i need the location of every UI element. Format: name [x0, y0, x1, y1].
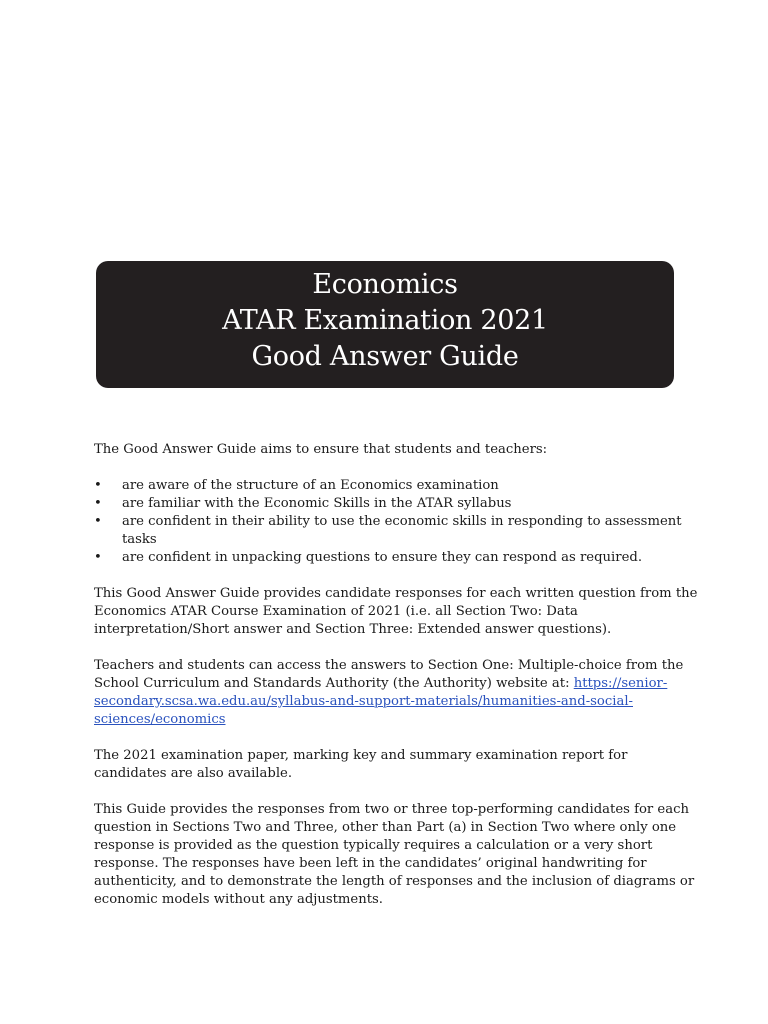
availability-paragraph: The 2021 examination paper, marking key and summary examination report for candidates are also available.	[94, 748, 628, 781]
bullet-icon: •	[94, 514, 102, 529]
title-guide: Good Answer Guide	[251, 341, 519, 372]
title-exam: ATAR Examination 2021	[222, 305, 548, 336]
access-paragraph	[94, 657, 704, 729]
list-item: • are confident in unpacking questions to ensure they can respond as required.	[94, 550, 643, 565]
bullet-icon: •	[94, 496, 102, 511]
aims-list	[94, 477, 704, 567]
intro-paragraph: The Good Answer Guide aims to ensure that students and teachers:	[94, 442, 548, 457]
list-item: • are aware of the structure of an Economics examination	[94, 478, 499, 493]
bullet-icon: •	[94, 478, 102, 493]
guide-description-paragraph: This Guide provides the responses from two or three top-performing candidates for each question in Sections Two and Three, other than Part (a) in Section Two where only one response is provided as the question typically requires a calculation or a very short response. The responses have been left in the candidates’ original handwriting for authenticity, and to demonstrate the length of responses and the inclusion of diagrams or economic models without any adjustments.	[94, 802, 695, 907]
title-subject: Economics	[312, 269, 458, 300]
scsa-website-link[interactable]: https://senior-secondary.scsa.wa.edu.au/syllabus-and-support-materials/humanities-and-social-sciences/economics	[94, 676, 668, 727]
access-text: Teachers and students can access the answers to Section One: Multiple-choice from the School Curriculum and Standards Authority (the Authority) website at:	[94, 658, 684, 691]
responses-paragraph: This Good Answer Guide provides candidate responses for each written question from the Economics ATAR Course Examination of 2021 (i.e. all Section Two: Data interpretation/Short answer and Section Three: Extended answer questions).	[94, 586, 698, 637]
list-item: • are familiar with the Economic Skills in the ATAR syllabus	[94, 496, 512, 511]
title-banner	[96, 261, 674, 388]
bullet-icon: •	[94, 550, 102, 565]
list-item: • are confident in their ability to use the economic skills in responding to assessment tasks	[94, 514, 682, 547]
document-body	[94, 441, 704, 927]
